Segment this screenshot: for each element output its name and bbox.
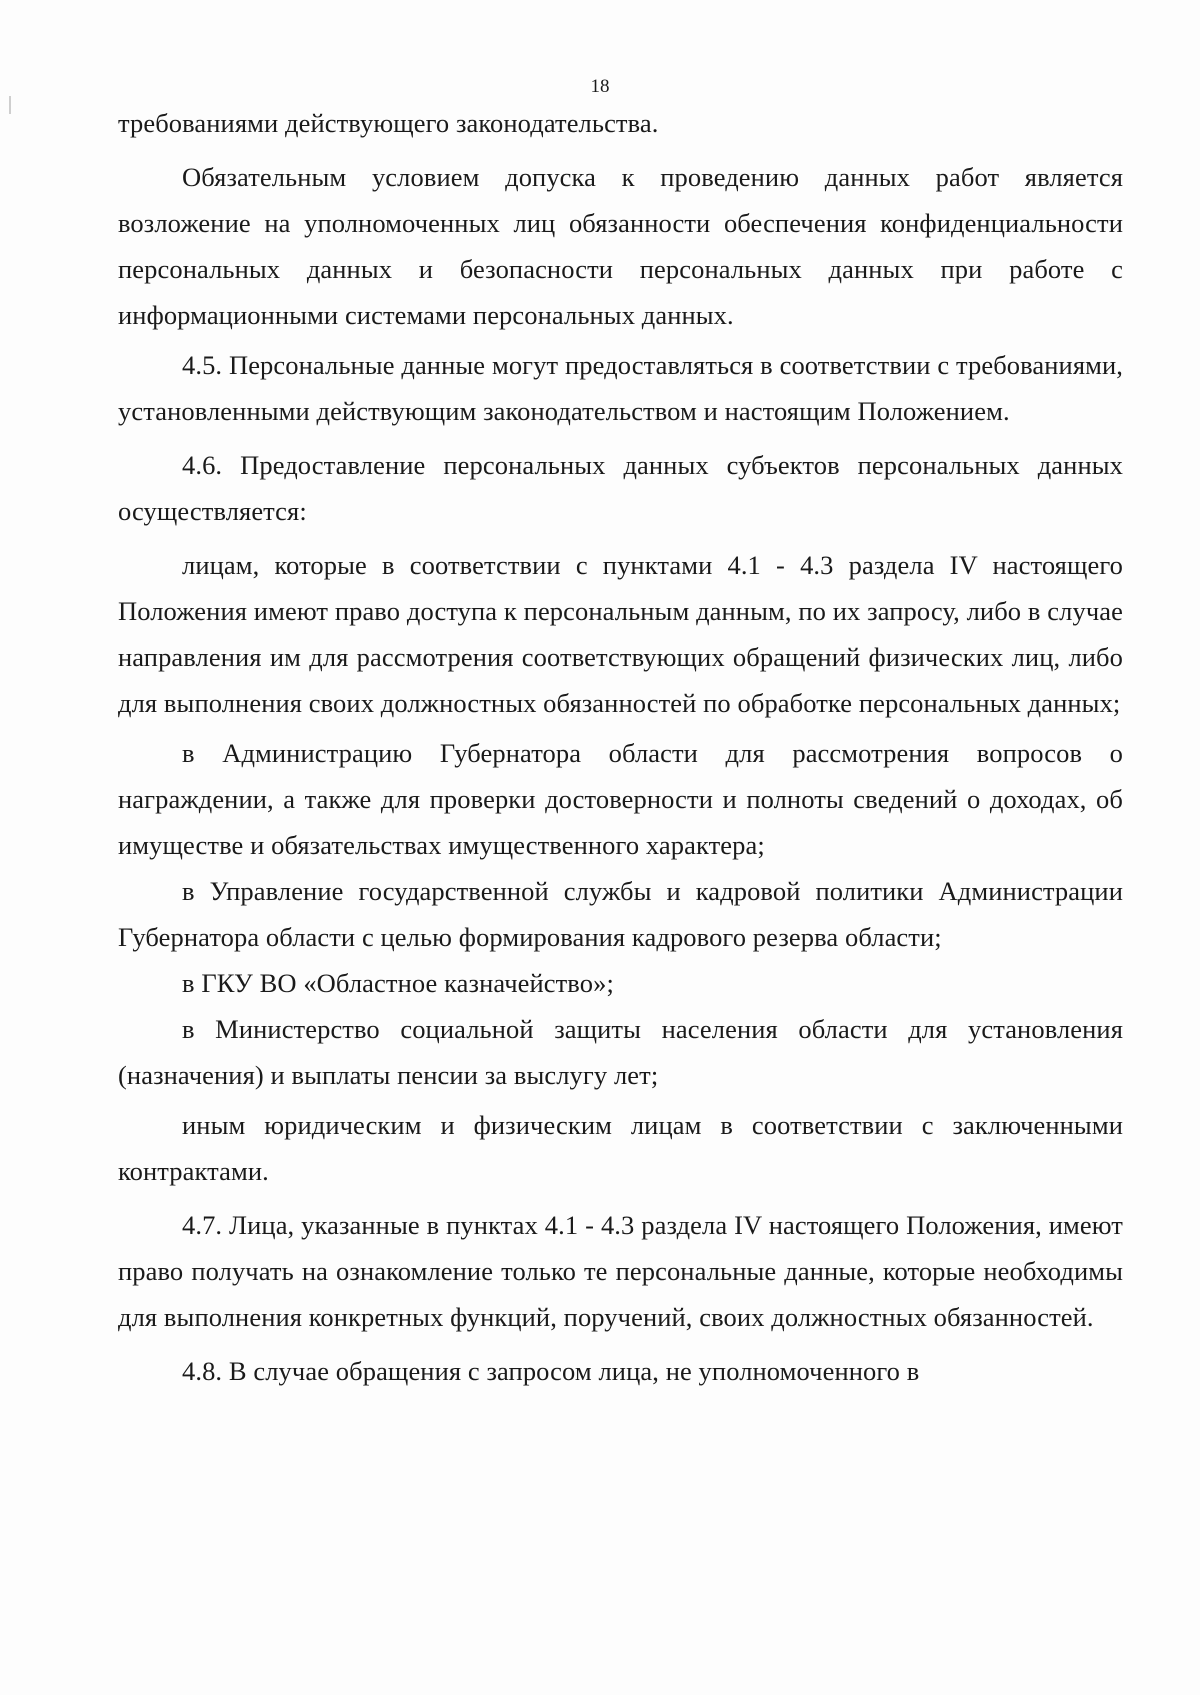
paragraph-4-6: 4.6. Предоставление персональных данных субъектов персональных данных осуществляется: xyxy=(118,450,1123,526)
list-item-regional-treasury: в ГКУ ВО «Областное казначейство»; xyxy=(182,968,614,998)
paragraph-4-7: 4.7. Лица, указанные в пунктах 4.1 - 4.3 раздела IV настоящего Положения, имеют право получать на ознакомление только те персональные данные, которые необходимы для выполнения конкретных функций, поручений, своих должностных обязанностей. xyxy=(118,1210,1123,1332)
list-item-governor-administration: в Администрацию Губернатора области для рассмотрения вопросов о награждении, а также для проверки достоверности и полноты сведений о доходах, об имуществе и обязательствах имущественного характера; xyxy=(118,738,1123,860)
list-item-civil-service-department: в Управление государственной службы и кадровой политики Администрации Губернатора области с целью формирования кадрового резерва области; xyxy=(118,876,1123,952)
list-item-authorized-persons: лицам, которые в соответствии с пунктами 4.1 - 4.3 раздела IV настоящего Положения имеют право доступа к персональным данным, по их запросу, либо в случае направления им для рассмотрения соответствующих обращений физических лиц, либо для выполнения своих должностных обязанностей по обработке персональных данных; xyxy=(118,550,1123,718)
page-number: 18 xyxy=(590,76,610,97)
list-item-other-persons: иным юридическим и физическим лицам в соответствии с заключенными контрактами. xyxy=(118,1110,1123,1186)
document-body xyxy=(118,100,1123,1394)
paragraph-4-8: 4.8. В случае обращения с запросом лица, не уполномоченного в xyxy=(182,1356,920,1386)
list-item-social-protection-ministry: в Министерство социальной защиты населения области для установления (назначения) и выплаты пенсии за выслугу лет; xyxy=(118,1014,1123,1090)
paragraph-4-5: 4.5. Персональные данные могут предоставляться в соответствии с требованиями, установленными действующим законодательством и настоящим Положением. xyxy=(118,350,1123,426)
paragraph-mandatory-condition: Обязательным условием допуска к проведению данных работ является возложение на уполномоченных лиц обязанности обеспечения конфиденциальности персональных данных и безопасности персональных данных при работе с информационными системами персональных данных. xyxy=(118,162,1123,330)
scan-artifact-mark xyxy=(9,96,11,114)
paragraph-continuation: требованиями действующего законодательства. xyxy=(118,108,659,138)
